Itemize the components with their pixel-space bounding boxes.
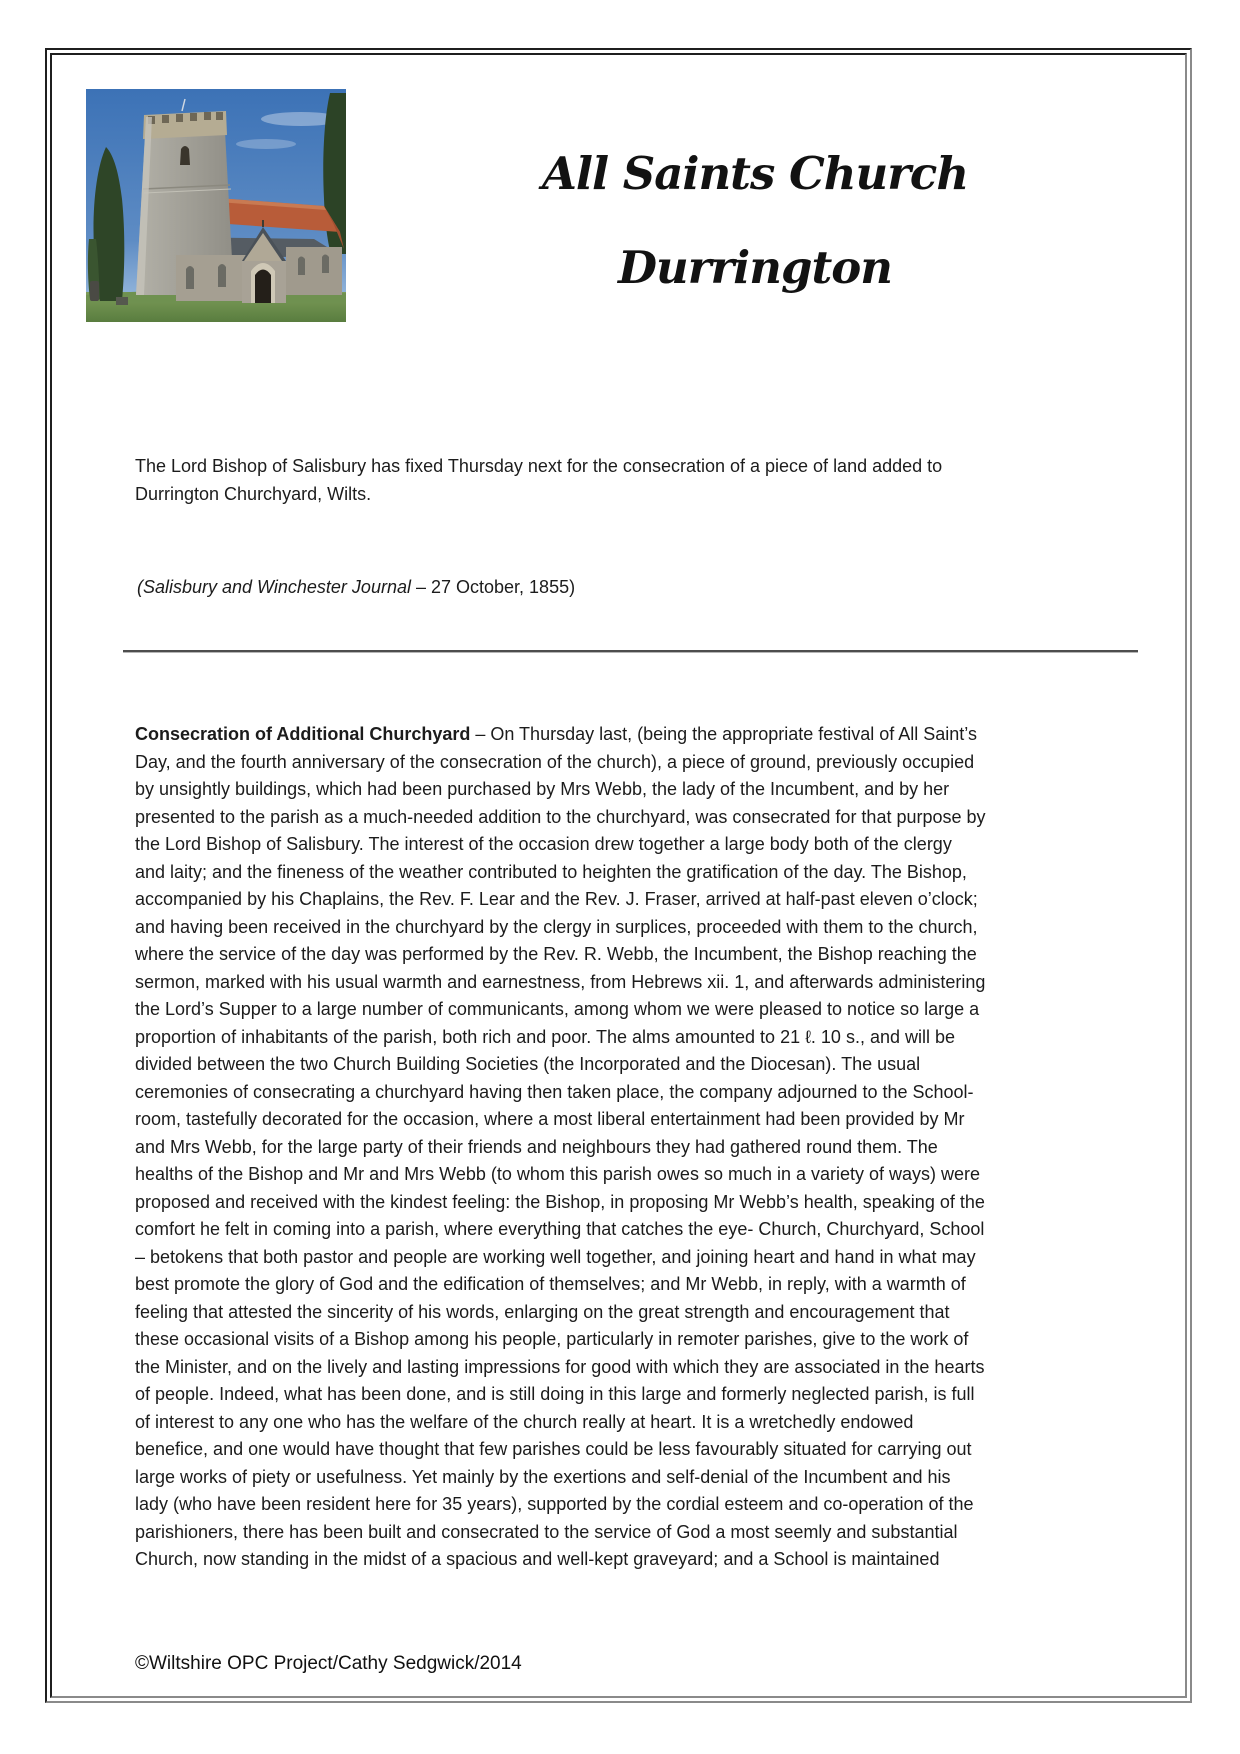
text-line: benefice, and one would have thought that few parishes could be less favourably situated for carrying out <box>135 1439 972 1459</box>
article-body <box>135 721 1143 1574</box>
text-line: – betokens that both pastor and people are working well together, and joining heart and hand in what may <box>135 1246 976 1267</box>
text-line: the Lord’s Supper to a large number of communicants, among whom we were pleased to notice so large a <box>135 999 980 1019</box>
footer-credit: ©Wiltshire OPC Project/Cathy Sedgwick/2014 <box>135 1653 522 1674</box>
source-citation <box>137 573 1037 601</box>
text-line: divided between the two Church Building Societies (the Incorporated and the Diocesan). The usual <box>135 1054 921 1074</box>
text-line: presented to the parish as a much-needed addition to the churchyard, was consecrated for that purpose by <box>135 806 986 827</box>
text-line: of interest to any one who has the welfare of the church really at heart. It is a wretchedly endowed <box>135 1411 914 1432</box>
text-line: The Lord Bishop of Salisbury has fixed Thursday next for the consecration of a piece of land added to <box>135 456 943 476</box>
text-line: proportion of inhabitants of the parish, both rich and poor. The alms amounted to 21 ℓ. 10 s., and will be <box>135 1026 955 1047</box>
text-line: room, tastefully decorated for the occasion, where a most liberal entertainment had been provided by Mr <box>135 1109 965 1129</box>
text-line: large works of piety or usefulness. Yet mainly by the exertions and self-denial of the Incumbent and his <box>135 1466 951 1487</box>
intro-paragraph <box>135 452 1140 508</box>
text-line: Durrington Churchyard, Wilts. <box>135 484 372 504</box>
section-divider <box>123 650 1138 653</box>
church-photo <box>86 89 346 322</box>
page-subtitle: Durrington <box>618 241 892 294</box>
text-line: by unsightly buildings, which had been purchased by Mrs Webb, the lady of the Incumbent, and by her <box>135 779 950 799</box>
text-line: best promote the glory of God and the edification of themselves; and Mr Webb, in reply, with a warmth of <box>135 1274 966 1294</box>
text-line: Church, now standing in the midst of a spacious and well-kept graveyard; and a School is maintained <box>135 1549 940 1569</box>
text-line: proposed and received with the kindest feeling: the Bishop, in proposing Mr Webb’s health, speaking of the <box>135 1191 985 1212</box>
text-line: feeling that attested the sincerity of his words, enlarging on the great strength and encouragement that <box>135 1301 950 1322</box>
page-title: All Saints Church <box>541 147 969 200</box>
text-line: lady (who have been resident here for 35 years), supported by the cordial esteem and co-operation of the <box>135 1494 974 1514</box>
text-line: and Mrs Webb, for the large party of their friends and neighbours they had gathered round them. The <box>135 1136 938 1157</box>
article-first-line-rest: – On Thursday last, (being the appropriate festival of All Saint’s <box>470 724 977 744</box>
text-line: sermon, marked with his usual warmth and earnestness, from Hebrews xii. 1, and afterwards administering <box>135 971 986 992</box>
text-line: these occasional visits of a Bishop among his people, particularly in remoter parishes, give to the work of <box>135 1329 969 1349</box>
text-line: where the service of the day was performed by the Rev. R. Webb, the Incumbent, the Bishop reaching the <box>135 944 977 964</box>
text-line: healths of the Bishop and Mr and Mrs Webb (to whom this parish owes so much in a variety of ways) were <box>135 1164 981 1184</box>
text-line: parishioners, there has been built and consecrated to the service of God a most seemly and substantial <box>135 1521 958 1542</box>
citation-date: – 27 October, 1855) <box>410 577 576 597</box>
article-lead-heading: Consecration of Additional Churchyard <box>135 724 471 744</box>
article-lines <box>135 749 1143 1574</box>
text-line: of people. Indeed, what has been done, and is still doing in this large and formerly neglected parish, is full <box>135 1384 975 1404</box>
text-line: the Minister, and on the lively and lasting impressions for good with which they are associated in the hearts <box>135 1356 985 1377</box>
text-line: the Lord Bishop of Salisbury. The interest of the occasion drew together a large body both of the clergy <box>135 834 952 854</box>
text-line: accompanied by his Chaplains, the Rev. F. Lear and the Rev. J. Fraser, arrived at half-past eleven o’clock; <box>135 889 978 909</box>
text-line: comfort he felt in coming into a parish, where everything that catches the eye- Church, Churchyard, School <box>135 1219 985 1239</box>
text-line: and having been received in the churchyard by the clergy in surplices, proceeded with them to the church, <box>135 916 978 937</box>
text-line: Day, and the fourth anniversary of the consecration of the church), a piece of ground, previously occupied <box>135 751 975 772</box>
text-line: ceremonies of consecrating a churchyard having then taken place, the company adjourned to the School- <box>135 1081 974 1102</box>
article-first-line <box>135 721 1143 749</box>
citation-journal-name: (Salisbury and Winchester Journal <box>137 577 411 597</box>
text-line: and laity; and the fineness of the weather contributed to heighten the gratification of the day. The Bishop, <box>135 861 967 882</box>
